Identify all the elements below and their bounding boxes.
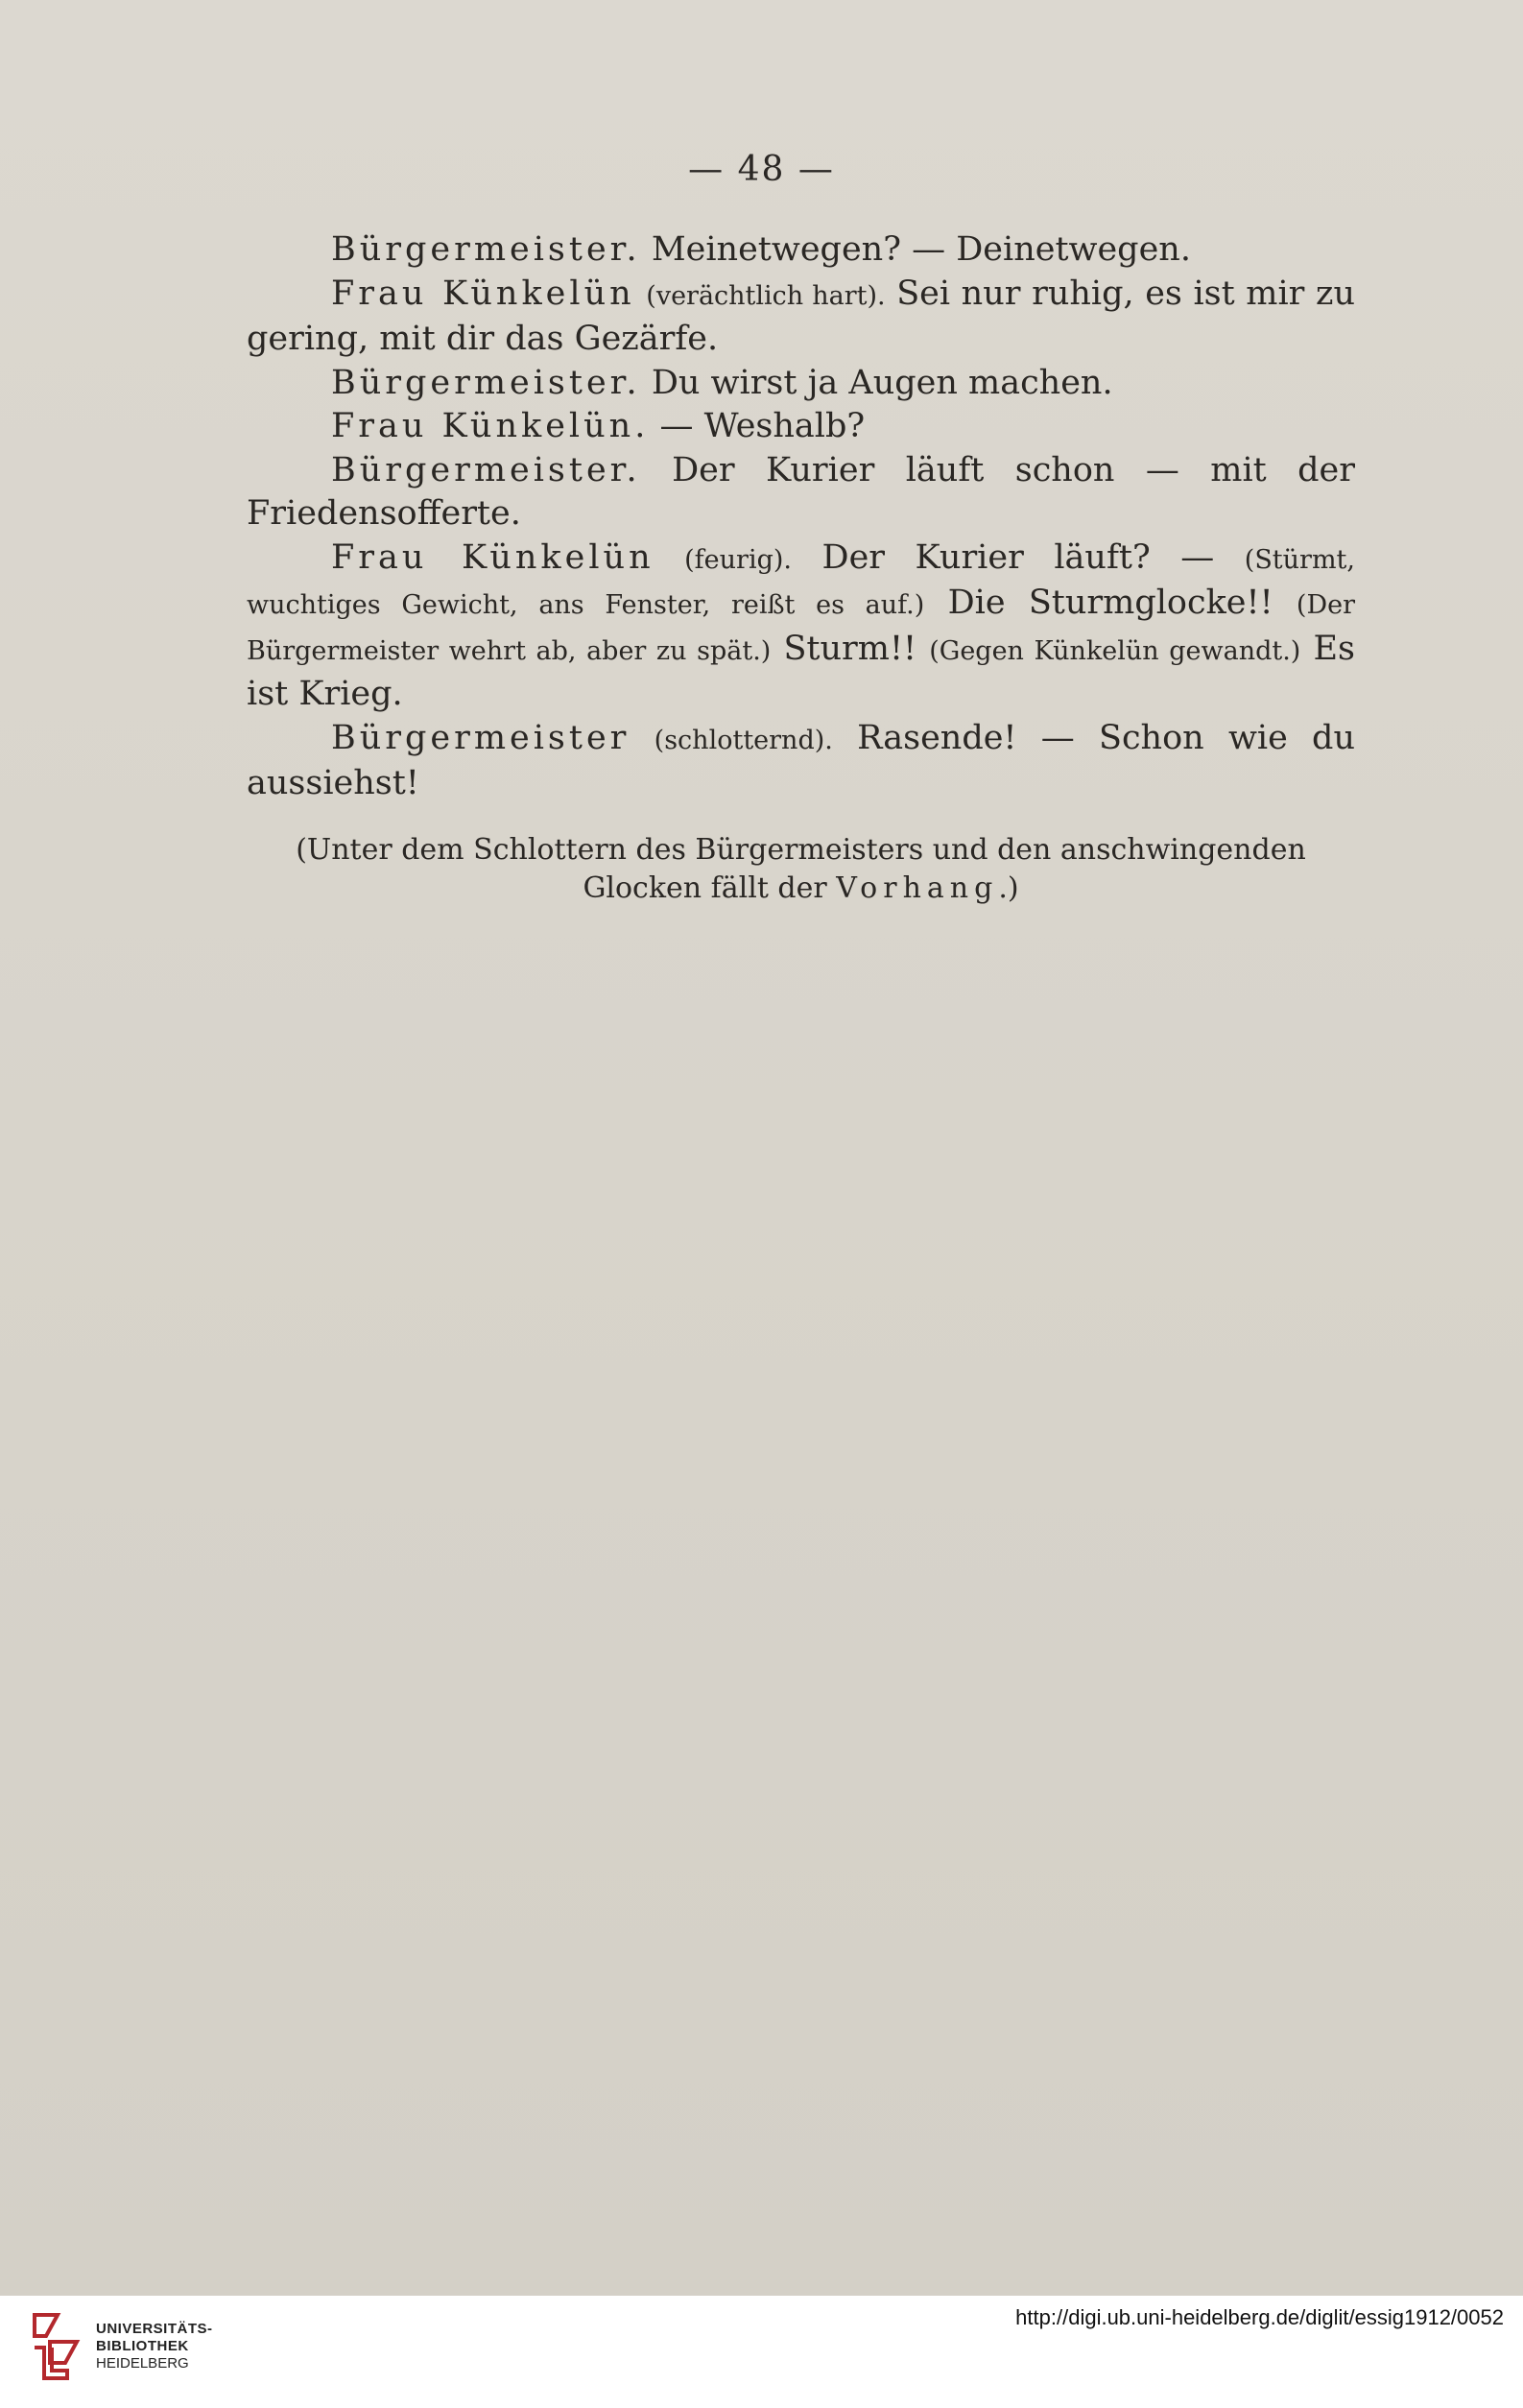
library-footer (0, 2296, 1523, 2408)
speaker-name: Bürgermeister (331, 718, 631, 757)
dialogue-text: Sei nur ruhig, es ist mir zu gering, mit dir das Gezärfe. (247, 274, 1355, 358)
closing-spaced-word: Vorhang (836, 870, 999, 905)
dialogue-text: Der Kurier läuft? — (791, 537, 1245, 577)
stage-direction: (feurig). (684, 544, 792, 575)
dialogue-text: Der Kurier läuft schon — mit der Friedensofferte. (247, 450, 1355, 533)
dialogue-text (635, 274, 647, 313)
stage-direction: (Der Bürgermeister wehrt ab, aber zu spät.) (247, 590, 1355, 666)
dialogue-paragraph (247, 449, 1355, 536)
dialogue-text: Rasende! — Schon wie du aussiehst! (247, 718, 1355, 802)
page-number: — 48 — (688, 150, 835, 189)
closing-end: .) (998, 870, 1019, 905)
dialogue-text: Die Sturmglocke!! (924, 584, 1297, 622)
speaker-name: Frau Künkelün. (331, 407, 650, 445)
dialogue-paragraph (247, 405, 1355, 449)
dialogue-text: Meinetwegen? — Deinetwegen. (640, 230, 1191, 269)
dialogue-paragraph (247, 273, 1355, 362)
library-name-line3: HEIDELBERG (96, 2355, 189, 2372)
dialogue-text: Du wirst ja Augen machen. (640, 363, 1113, 402)
library-logo-icon (29, 2309, 83, 2384)
library-name (96, 2321, 213, 2372)
source-url[interactable]: http://digi.ub.uni-heidelberg.de/diglit/essig1912/0052 (1015, 2305, 1504, 2329)
speaker-name: Bürgermeister. (331, 450, 641, 489)
dialogue-paragraph (247, 362, 1355, 406)
stage-direction: (verächtlich hart). (646, 280, 886, 311)
stage-direction: (Stürmt, wuchtiges Gewicht, ans Fenster, reißt es auf.) (247, 544, 1355, 620)
speaker-name: Bürgermeister. (331, 230, 641, 269)
speaker-name: Bürgermeister. (331, 363, 641, 402)
dialogue-text (654, 538, 685, 577)
library-logo[interactable] (29, 2309, 213, 2384)
stage-direction: (schlotternd). (654, 725, 833, 755)
library-name-line2: BIBLIOTHEK (96, 2338, 189, 2354)
closing-text: (Unter dem Schlottern des Bürgermeisters und den anschwingenden Glocken fällt der (296, 832, 1306, 905)
closing-stage-direction (247, 831, 1355, 908)
speaker-name: Frau Künkelün (331, 537, 654, 577)
play-text (247, 228, 1355, 908)
dialogue-text: Sturm!! (771, 629, 930, 668)
dialogue-paragraph (247, 536, 1355, 717)
stage-direction: (Gegen Künkelün gewandt.) (929, 635, 1301, 666)
library-name-line1: UNIVERSITÄTS- (96, 2321, 213, 2337)
dialogue-text: — Weshalb? (649, 407, 866, 445)
dialogue-text (630, 719, 654, 757)
speaker-name: Frau Künkelün (331, 274, 635, 313)
dialogue (247, 228, 1355, 806)
dialogue-text: Es ist Krieg. (247, 629, 1355, 713)
dialogue-paragraph (247, 228, 1355, 273)
dialogue-paragraph (247, 717, 1355, 806)
